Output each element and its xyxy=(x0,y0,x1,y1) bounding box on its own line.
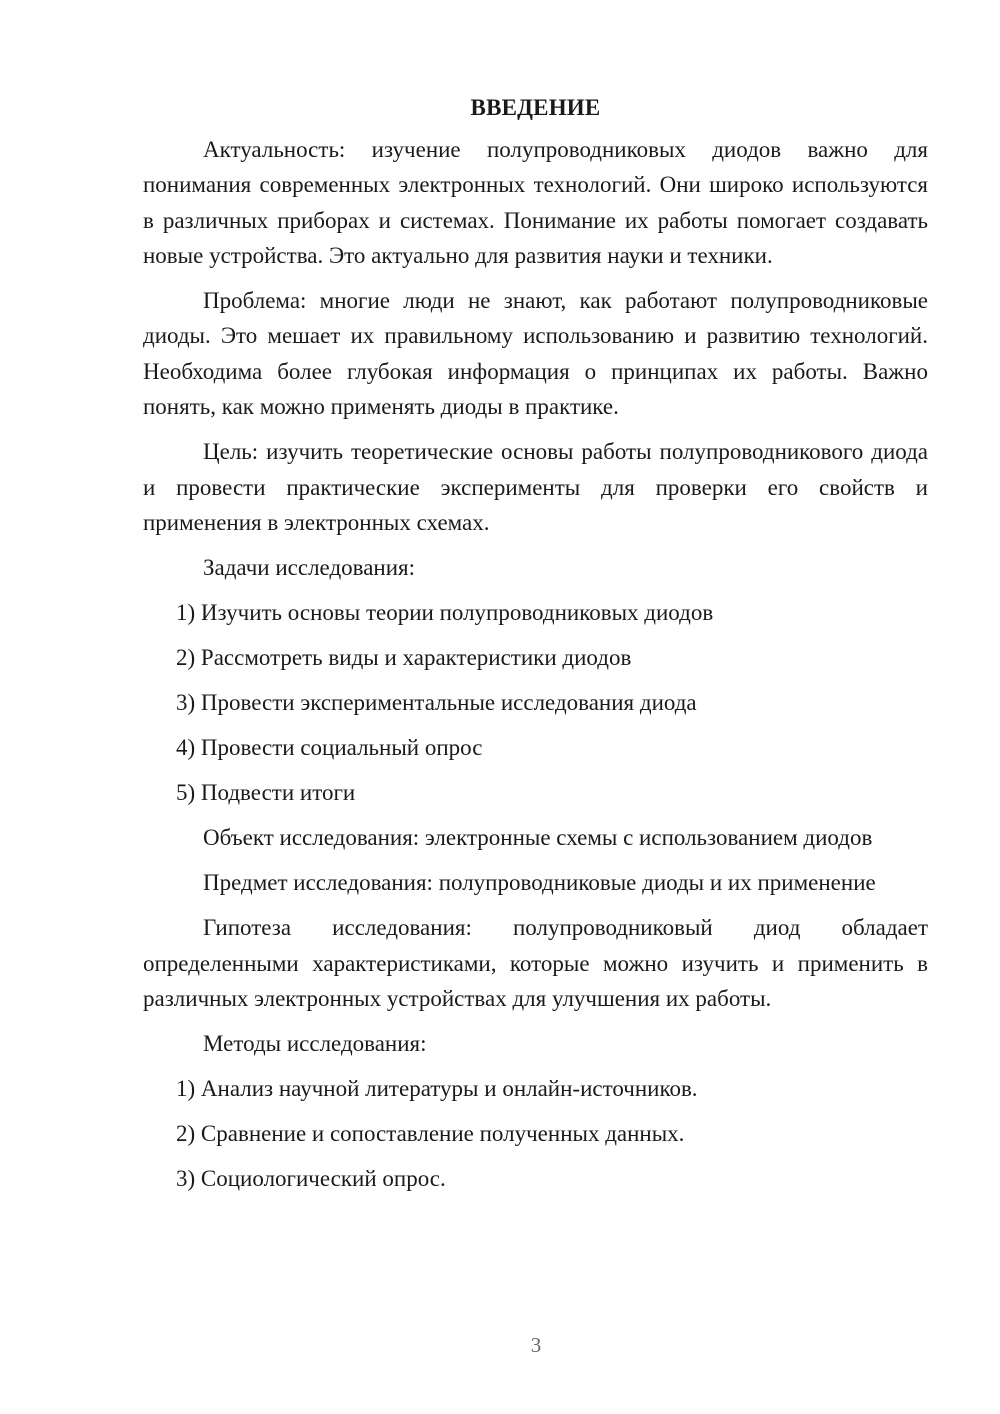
tasks-title: Задачи исследования: xyxy=(203,555,416,581)
method-item-3: 3) Социологический опрос. xyxy=(176,1166,446,1192)
method-item-1: 1) Анализ научной литературы и онлайн-источников. xyxy=(176,1076,698,1102)
task-item-2: 2) Рассмотреть виды и характеристики диодов xyxy=(176,645,632,671)
goal-paragraph: Цель: изучить теоретические основы работы полупроводникового диода и провести практические эксперименты для проверки его свойств и применения в электронных схемах. xyxy=(143,439,928,535)
page-content xyxy=(143,90,928,1206)
page-heading: ВВЕДЕНИЕ xyxy=(470,95,601,120)
task-item-3: 3) Провести экспериментальные исследования диода xyxy=(176,690,697,716)
relevance-paragraph: Актуальность: изучение полупроводниковых диодов важно для понимания современных электронных технологий. Они широко используются в различных приборах и системах. Понимание их работы помогает создавать новые устройства. Это актуально для развития науки и техники. xyxy=(143,137,928,268)
hypothesis-paragraph: Гипотеза исследования: полупроводниковый диод обладает определенными характеристиками, которые можно изучить и применить в различных электронных устройствах для улучшения их работы. xyxy=(143,915,928,1011)
task-item-5: 5) Подвести итоги xyxy=(176,780,356,806)
methods-title: Методы исследования: xyxy=(203,1031,427,1057)
research-subject: Предмет исследования: полупроводниковые диоды и их применение xyxy=(203,870,876,896)
page-number: 3 xyxy=(530,1333,542,1357)
research-object: Объект исследования: электронные схемы с использованием диодов xyxy=(203,825,873,851)
problem-paragraph: Проблема: многие люди не знают, как работают полупроводниковые диоды. Это мешает их правильному использованию и развитию технологий. Необходима более глубокая информация о принципах их работы. Важно понять, как можно применять диоды в практике. xyxy=(143,288,928,420)
task-item-1: 1) Изучить основы теории полупроводниковых диодов xyxy=(176,600,714,626)
method-item-2: 2) Сравнение и сопоставление полученных данных. xyxy=(176,1121,685,1147)
task-item-4: 4) Провести социальный опрос xyxy=(176,735,483,761)
